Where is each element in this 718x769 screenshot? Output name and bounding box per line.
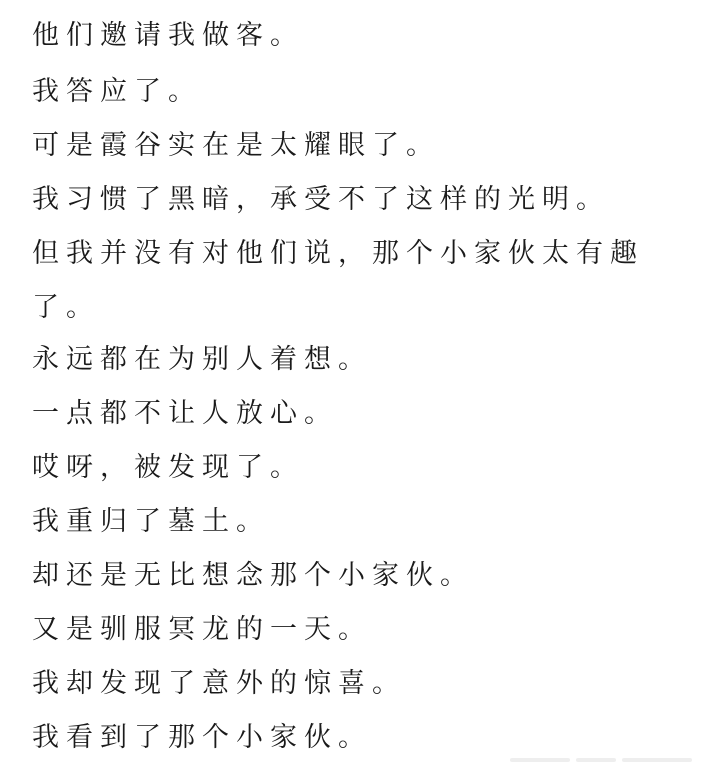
faint-watermark — [510, 751, 710, 761]
text-line-8: 一点都不让人放心。 — [32, 398, 338, 429]
text-line-11: 却还是无比想念那个小家伙。 — [32, 560, 474, 591]
text-line-3: 可是霞谷实在是太耀眼了。 — [32, 130, 440, 161]
text-line-4: 我习惯了黑暗，承受不了这样的光明。 — [32, 184, 610, 215]
text-line-1: 他们邀请我做客。 — [32, 20, 304, 51]
text-line-10: 我重归了墓土。 — [32, 506, 270, 537]
text-line-12: 又是驯服冥龙的一天。 — [32, 614, 372, 645]
text-line-7: 永远都在为别人着想。 — [32, 344, 372, 375]
text-line-5: 但我并没有对他们说，那个小家伙太有趣 — [32, 238, 644, 269]
text-line-13: 我却发现了意外的惊喜。 — [32, 668, 406, 699]
text-line-14: 我看到了那个小家伙。 — [32, 722, 372, 753]
text-line-2: 我答应了。 — [32, 76, 202, 107]
text-line-9: 哎呀，被发现了。 — [32, 452, 304, 483]
text-line-6: 了。 — [32, 292, 100, 323]
